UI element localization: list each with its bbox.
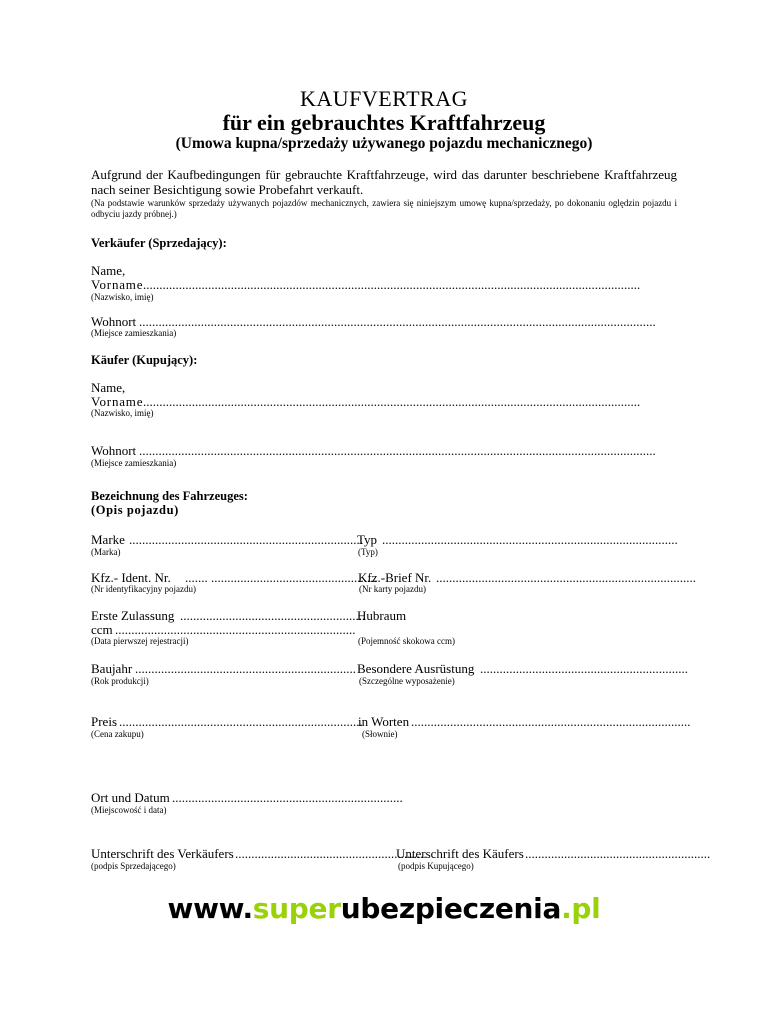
ort-datum-field[interactable]: ....................................................................... — [172, 790, 403, 805]
preis-hint: (Cena zakupu) — [91, 729, 144, 739]
document-subtitle-pl: (Umowa kupna/sprzedaży używanego pojazdu mechanicznego) — [175, 135, 593, 152]
typ-field[interactable]: ........................................................................................... — [382, 532, 678, 547]
ausruestung-label: Besondere Ausrüstung — [357, 661, 475, 676]
marke-hint: (Marka) — [91, 547, 121, 557]
document-subtitle: für ein gebrauchtes Kraftfahrzeug — [222, 110, 546, 135]
buyer-name-hint: (Nazwisko, imię) — [91, 408, 154, 418]
typ-label: Typ — [357, 532, 378, 547]
baujahr-field[interactable]: .................................................................... — [135, 661, 356, 676]
sig-buyer-field[interactable]: ......................................................... — [525, 846, 711, 861]
worten-field[interactable]: ...................................................................................... — [411, 714, 691, 729]
vehicle-heading-pl: (Opis pojazdu) — [91, 503, 179, 517]
sig-seller-label: Unterschrift des Verkäufers — [91, 846, 234, 861]
buyer-name-label: Name, — [91, 380, 126, 395]
baujahr-hint: (Rok produkcji) — [91, 676, 149, 686]
hubraum-hint: (Pojemność skokowa ccm) — [358, 636, 455, 646]
buyer-wohnort-hint: (Miejsce zamieszkania) — [91, 458, 177, 468]
sig-seller-hint: (podpis Sprzedającego) — [91, 861, 176, 871]
baujahr-label: Baujahr — [91, 661, 133, 676]
sig-seller-field[interactable]: ........................................................... — [235, 846, 427, 861]
logo-tld: .pl — [561, 892, 601, 925]
buyer-vorname-label: Vorname — [91, 394, 144, 409]
seller-name-label: Name, — [91, 263, 126, 278]
hubraum-field[interactable]: .......................................................................... — [115, 622, 356, 637]
seller-wohnort-label: Wohnort — [91, 314, 137, 329]
marke-label: Marke — [91, 532, 125, 547]
intro-text: Aufgrund der Kaufbedingungen für gebrauchte Kraftfahrzeuge, wird das darunter beschriebene Kraftfahrzeug nach seiner Besichtigung sowie Probefahrt verkauft. — [91, 167, 677, 197]
marke-field[interactable]: ........................................................................ — [129, 532, 363, 547]
seller-wohnort-hint: (Miejsce zamieszkania) — [91, 328, 177, 338]
ort-datum-label: Ort und Datum — [91, 790, 170, 805]
website-logo[interactable] — [0, 892, 768, 925]
kfz-brief-label: Kfz.-Brief Nr. — [358, 570, 432, 585]
buyer-wohnort-field[interactable]: ............................................................................................................................................................... — [139, 443, 656, 458]
erste-zulassung-hint: (Data pierwszej rejestracji) — [91, 636, 189, 646]
seller-heading: Verkäufer (Sprzedający): — [91, 236, 227, 250]
logo-super: super — [252, 892, 341, 925]
kfz-brief-hint: (Nr karty pojazdu) — [359, 584, 426, 594]
worten-hint: (Słownie) — [362, 729, 398, 739]
kfz-ident-label: Kfz.- Ident. Nr. — [91, 570, 171, 585]
buyer-wohnort-label: Wohnort — [91, 443, 137, 458]
typ-hint: (Typ) — [358, 547, 378, 557]
ort-datum-hint: (Miejscowość i data) — [91, 805, 167, 815]
vehicle-heading: Bezeichnung des Fahrzeuges: — [91, 489, 248, 503]
erste-zulassung-field[interactable]: ......................................................... — [180, 608, 366, 623]
preis-label: Preis — [91, 714, 117, 729]
ausruestung-field[interactable]: ................................................................ — [480, 661, 688, 676]
buyer-heading: Käufer (Kupujący): — [91, 353, 198, 367]
kfz-ident-field[interactable]: ....... ................................................... — [185, 570, 377, 585]
worten-label: in Worten — [358, 714, 410, 729]
ausruestung-hint: (Szczególne wyposażenie) — [359, 676, 455, 686]
ccm-label: ccm — [91, 622, 113, 637]
seller-name-field[interactable]: ......................................................................................................................................................... — [143, 277, 641, 292]
buyer-name-field[interactable]: ......................................................................................................................................................... — [143, 394, 641, 409]
logo-www: www. — [167, 892, 253, 925]
intro-text-pl: (Na podstawie warunków sprzedaży używanych pojazdów mechanicznych, zawiera się niniejszym umowę kupna/sprzedaży, po dokonaniu oględzin pojazdu i odbyciu jazdy próbnej.) — [91, 198, 677, 219]
seller-wohnort-field[interactable]: ............................................................................................................................................................... — [139, 314, 656, 329]
erste-zulassung-label: Erste Zulassung — [91, 608, 175, 623]
seller-name-hint: (Nazwisko, imię) — [91, 292, 154, 302]
preis-field[interactable]: ........................................................................... — [119, 714, 363, 729]
hubraum-label: Hubraum — [357, 608, 407, 623]
kfz-brief-field[interactable]: ................................................................................ — [436, 570, 696, 585]
sig-buyer-label: Unterschrift des Käufers — [396, 846, 524, 861]
logo-ubezpieczenia: ubezpieczenia — [340, 892, 562, 925]
sig-buyer-hint: (podpis Kupującego) — [398, 861, 474, 871]
document-title: KAUFVERTRAG — [300, 86, 468, 111]
kfz-ident-hint: (Nr identyfikacyjny pojazdu) — [91, 584, 196, 594]
seller-vorname-label: Vorname — [91, 277, 144, 292]
